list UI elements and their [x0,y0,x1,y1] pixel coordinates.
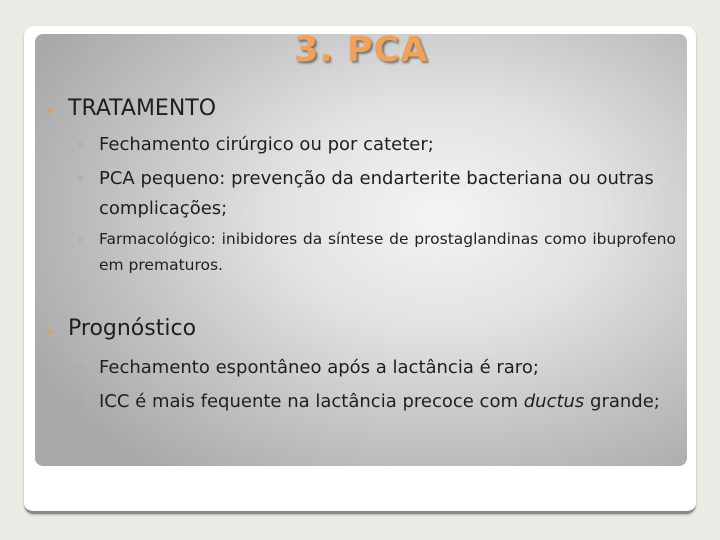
list-item: ◦ Farmacológico: inibidores da síntese de prostaglandinas como ibuprofeno em prematuros. [76,226,676,278]
slide-title: 3. PCA [293,30,429,70]
list-item: ◦ Fechamento espontâneo após a lactância é raro; [76,353,676,383]
ring-bullet-icon: ◦ [76,359,85,377]
fleuron-bullet-icon: ❧ [44,104,55,118]
section-prognostico [44,316,196,341]
ring-bullet-icon: ◦ [76,136,85,154]
section-heading: TRATAMENTO [68,96,217,121]
ring-bullet-icon: ◦ [76,170,85,188]
list-item: ◦ PCA pequeno: prevenção da endarterite bacteriana ou outras complicações; [76,164,676,224]
list-item: ◦ Fechamento cirúrgico ou por cateter; [76,130,676,160]
section-heading: Prognóstico [68,316,197,341]
ring-bullet-icon: ◦ [76,232,85,250]
fleuron-bullet-icon: ❧ [44,324,55,338]
ring-bullet-icon: ◦ [76,393,85,411]
section-tratamento [44,96,216,121]
list-item: ◦ ICC é mais fequente na lactância precoce com ductus grande; [76,387,676,417]
